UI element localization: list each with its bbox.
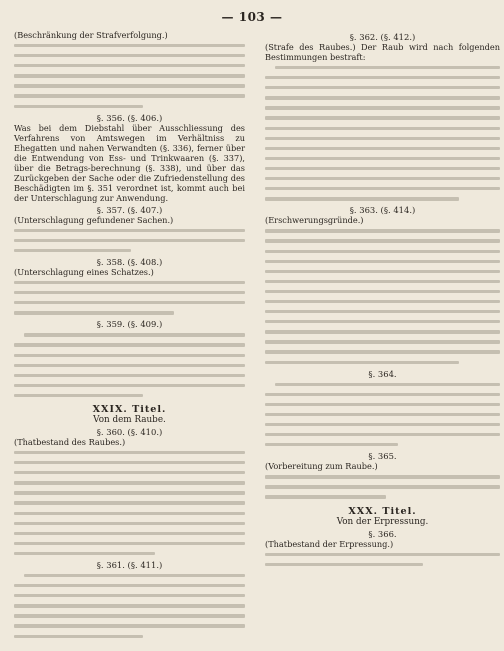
text-line	[265, 225, 500, 235]
text-paragraph	[14, 267, 245, 317]
text-line	[265, 173, 500, 183]
text-line	[14, 40, 245, 50]
text-line	[265, 481, 500, 491]
text-line	[265, 82, 500, 92]
paragraph-heading: §. 364.	[368, 368, 397, 379]
page-number: — 103 —	[221, 10, 283, 24]
section-title: XXX. Titel.	[348, 505, 417, 517]
text-line	[14, 235, 245, 245]
text-line	[14, 50, 245, 60]
text-line	[14, 497, 245, 507]
text-line	[265, 471, 500, 481]
text-line	[265, 133, 500, 143]
text-line	[265, 306, 500, 316]
text-paragraph	[14, 437, 245, 558]
paragraph-heading: §. 359. (§. 409.)	[96, 319, 163, 330]
text-paragraph	[265, 461, 500, 501]
text-paragraph	[14, 570, 245, 641]
text-paragraph	[265, 215, 500, 366]
text-line	[14, 457, 245, 467]
text-line	[265, 296, 500, 306]
text-line	[265, 92, 500, 102]
text-line	[265, 429, 500, 439]
text-line	[265, 112, 500, 122]
text-line	[14, 477, 245, 487]
text-line	[14, 60, 245, 70]
paragraph-heading: §. 358. (§. 408.)	[96, 256, 163, 267]
text-line	[265, 346, 500, 356]
section-title: XXIX. Titel.	[92, 403, 167, 415]
text-line	[14, 101, 245, 111]
paragraph-heading: §. 362. (§. 412.)	[349, 32, 416, 42]
text-line	[14, 297, 245, 307]
text-line	[14, 600, 245, 610]
left-column	[14, 30, 245, 641]
text-paragraph	[14, 123, 245, 203]
text-line	[265, 256, 500, 266]
text-paragraph	[265, 62, 500, 203]
text-line	[265, 143, 500, 153]
text-line	[265, 266, 500, 276]
text-line	[14, 620, 245, 630]
text-paragraph	[14, 329, 245, 400]
text-line	[265, 316, 500, 326]
text-line	[14, 548, 245, 558]
text-line	[265, 491, 500, 501]
text-line	[265, 399, 500, 409]
text-line	[265, 183, 500, 193]
paragraph-text: (Vorbereitung zum Raube.)	[265, 461, 378, 472]
paragraph-heading: §. 366.	[368, 528, 397, 539]
text-line	[265, 123, 500, 133]
text-line	[265, 559, 500, 569]
text-line	[265, 326, 500, 336]
text-line	[265, 193, 500, 203]
text-line	[14, 631, 245, 641]
text-line	[14, 80, 245, 90]
text-line	[14, 570, 245, 580]
text-line	[14, 518, 245, 528]
text-line	[265, 286, 500, 296]
section-subtitle: Von der Erpressung.	[336, 516, 429, 527]
text-line	[14, 225, 245, 235]
text-line	[14, 528, 245, 538]
text-line	[14, 467, 245, 477]
paragraph-heading: §. 363. (§. 414.)	[349, 205, 416, 216]
text-paragraph	[265, 539, 500, 569]
text-paragraph	[14, 30, 245, 111]
text-line	[14, 287, 245, 297]
right-column	[265, 30, 500, 641]
text-line	[14, 610, 245, 620]
text-line	[265, 276, 500, 286]
paragraph-heading: §. 361. (§. 411.)	[96, 560, 163, 570]
text-line	[14, 307, 245, 317]
paragraph-text: (Beschränkung der Strafverfolgung.)	[14, 30, 168, 40]
paragraph-text: (Strafe des Raubes.) Der Raub wird nach folgenden Bestimmungen bestraft:	[265, 42, 500, 62]
text-line	[265, 102, 500, 112]
section-subtitle: Von dem Raube.	[93, 414, 166, 425]
text-line	[265, 409, 500, 419]
paragraph-text: Was bei dem Diebstahl über Ausschliessung des Verfahrens von Amtswegen im Verhältniss zu Ehegatten und nahen Verwandten (§. 336), ferner über die Entwendung von Ess- und Trinkwaaren (§. 337), über die Betrags-berechnung (§. 338), und über das Zurückgeben der Sache oder die Zufriedenstellung des Beschädigten im §. 351 verordnet ist, kommt auch bei der Unterschlagung zur Anwendung.	[14, 122, 245, 203]
text-line	[14, 360, 245, 370]
paragraph-heading: §. 357. (§. 407.)	[96, 204, 163, 215]
text-line	[14, 245, 245, 255]
text-line	[265, 549, 500, 559]
text-line	[265, 379, 500, 389]
paragraph-text: (Erschwerungsgründe.)	[265, 215, 364, 226]
text-line	[265, 246, 500, 256]
paragraph-heading: §. 360. (§. 410.)	[96, 426, 163, 437]
text-line	[265, 235, 500, 245]
text-line	[265, 163, 500, 173]
text-line	[265, 357, 500, 367]
text-line	[265, 389, 500, 399]
text-paragraph	[265, 379, 500, 450]
text-line	[14, 380, 245, 390]
text-line	[14, 508, 245, 518]
paragraph-text: (Unterschlagung eines Schatzes.)	[14, 266, 154, 277]
text-line	[14, 538, 245, 548]
text-line	[14, 329, 245, 339]
paragraph-text: (Unterschlagung gefundener Sachen.)	[14, 214, 174, 225]
paragraph-heading: §. 365.	[368, 451, 397, 462]
text-paragraph	[265, 42, 500, 62]
text-line	[14, 70, 245, 80]
text-line	[265, 419, 500, 429]
text-line	[14, 350, 245, 360]
paragraph-text: (Thatbestand der Erpressung.)	[265, 538, 394, 549]
text-line	[265, 439, 500, 449]
text-line	[14, 590, 245, 600]
text-line	[14, 390, 245, 400]
text-line	[14, 277, 245, 287]
text-line	[14, 90, 245, 100]
text-columns	[14, 30, 500, 641]
text-line	[265, 153, 500, 163]
text-line	[14, 487, 245, 497]
text-line	[14, 339, 245, 349]
text-line	[14, 447, 245, 457]
text-line	[265, 336, 500, 346]
paragraph-text: (Thatbestand des Raubes.)	[14, 436, 126, 447]
text-line	[265, 62, 500, 72]
paragraph-heading: §. 356. (§. 406.)	[96, 112, 163, 123]
text-line	[14, 580, 245, 590]
text-paragraph	[14, 215, 245, 255]
text-line	[265, 72, 500, 82]
text-line	[14, 370, 245, 380]
